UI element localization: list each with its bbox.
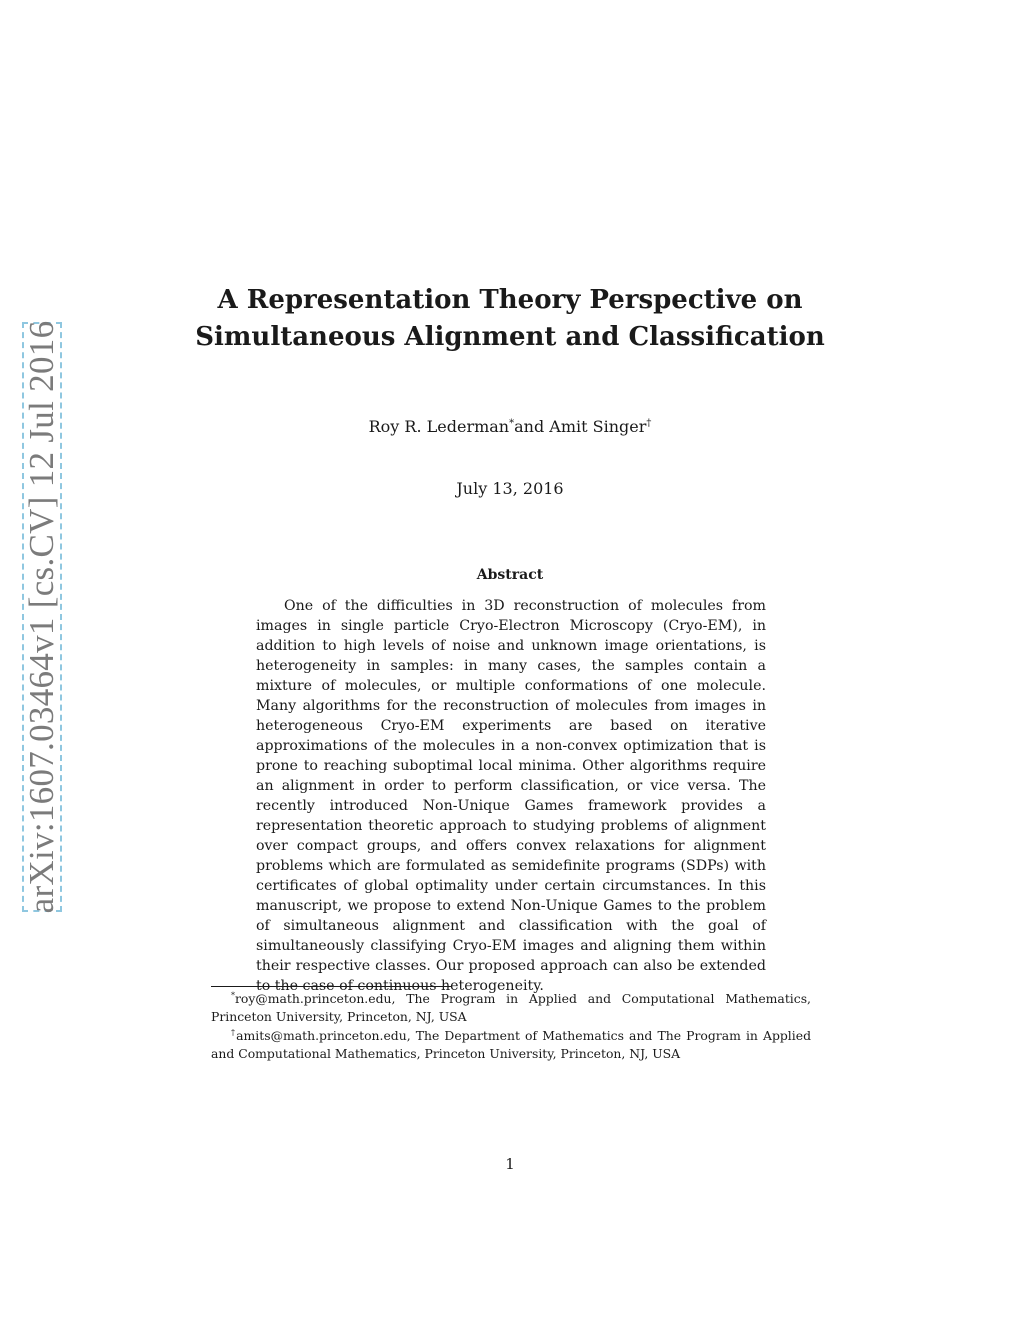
author-line [240, 416, 780, 438]
footnote-text: amits@math.princeton.edu, The Department of Mathematics and The Program in Applied and Computational Mathematics, Princeton University, Princeton, NJ, USA [211, 1028, 811, 1061]
footnote-marker: * [231, 991, 235, 1000]
footnote-marker[interactable]: † [646, 418, 652, 429]
paper-title: A Representation Theory Perspective on Simultaneous Alignment and Classification [195, 285, 825, 352]
footnote [211, 990, 811, 1026]
arxiv-stamp [22, 322, 62, 912]
footnote [211, 1027, 811, 1063]
paper-date: July 13, 2016 [456, 479, 564, 498]
abstract-heading: Abstract [476, 567, 544, 583]
abstract-body: One of the difficulties in 3D reconstruction of molecules from images in single particle Cryo-Electron Microscopy (Cryo-EM), in addition to high levels of noise and unknown image orientations, is heterogeneity in samples: in many cases, the samples contain a mixture of molecules, or multiple conformations of one molecule. Many algorithms for the reconstruction of molecules from images in heterogeneous Cryo-EM experiments are based on iterative approximations of the molecules in a non-convex optimization that is prone to reaching suboptimal local minima. Other algorithms require an alignment in order to perform classification, or vice versa. The recently introduced Non-Unique Games framework provides a representation theoretic approach to studying problems of alignment over compact groups, and offers convex relaxations for alignment problems which are formulated as semidefinite programs (SDPs) with certificates of global optimality under certain circumstances. In this manuscript, we propose to extend Non-Unique Games to the problem of simultaneous alignment and classification with the goal of simultaneously classifying Cryo-EM images and aligning them within their respective classes. Our proposed approach can also be extended to the case of continuous heterogeneity. [256, 598, 766, 994]
author-name: Roy R. Lederman [368, 417, 510, 436]
footnote-marker[interactable]: * [509, 418, 515, 429]
footnote-marker: † [231, 1028, 237, 1037]
footnotes [211, 990, 811, 1064]
footnote-text: roy@math.princeton.edu, The Program in Applied and Computational Mathematics, Princeton University, Princeton, NJ, USA [211, 991, 811, 1024]
author-name: Amit Singer [549, 417, 647, 436]
author-connector: and [514, 417, 550, 436]
footnote-divider [211, 986, 451, 987]
page-number: 1 [505, 1155, 515, 1173]
arxiv-stamp-text: arXiv:1607.03464v1 [cs.CV] 12 Jul 2016 [22, 320, 61, 914]
